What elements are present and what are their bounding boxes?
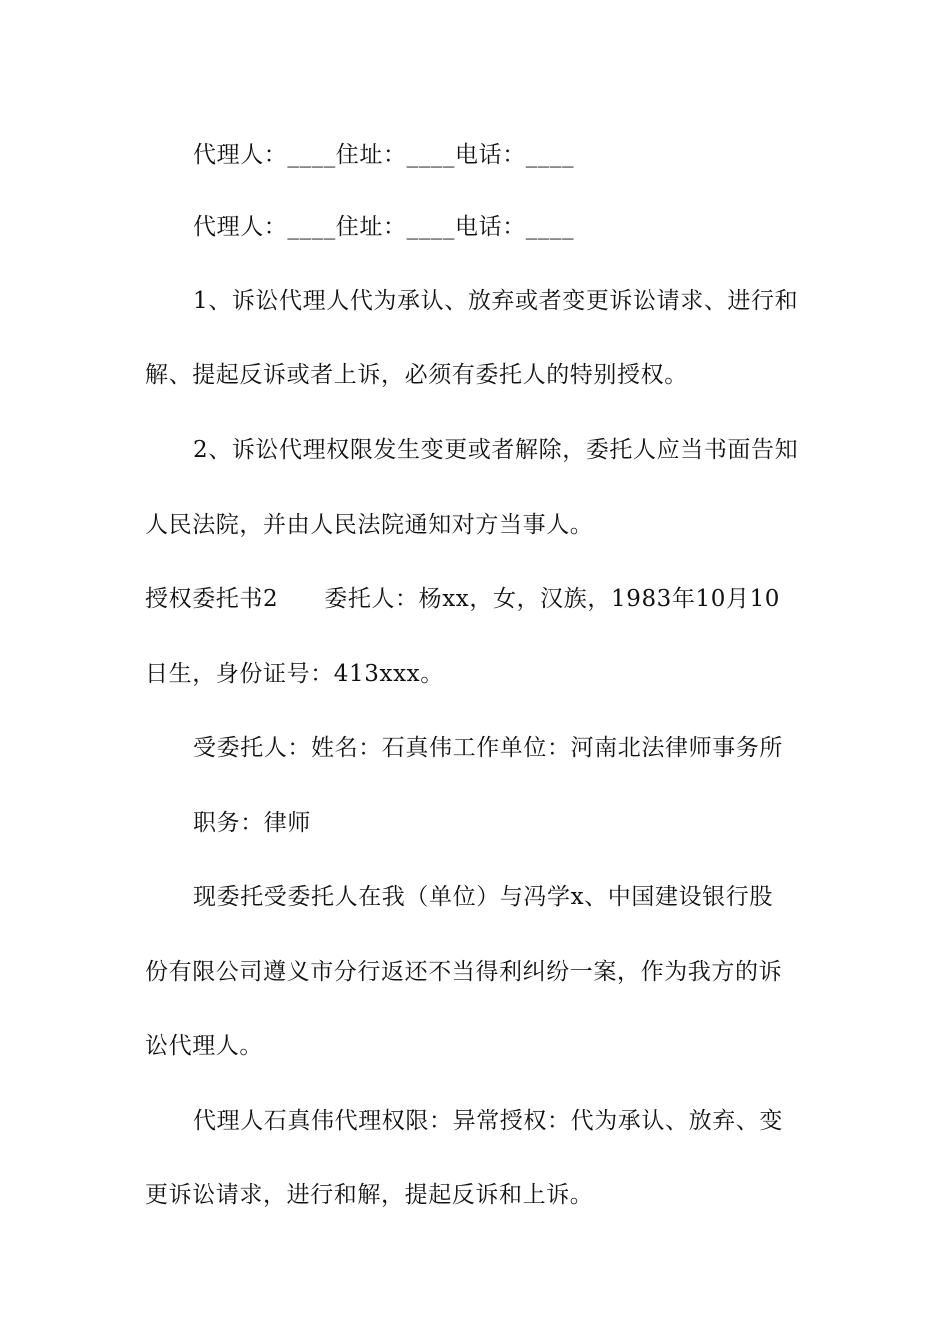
entrust-line-3: 讼代理人。 (145, 1033, 263, 1059)
agent-position-line: 职务：律师 (193, 810, 311, 836)
principal-id-line: 日生，身份证号：413xxx。 (145, 661, 444, 687)
note-2-line-1: 2、诉讼代理权限发生变更或者解除，委托人应当书面告知 (193, 437, 799, 463)
note-1-line-1: 1、诉讼代理人代为承认、放弃或者变更诉讼请求、进行和 (193, 288, 799, 314)
section-title-line (145, 584, 810, 614)
agent-info-line: 受委托人：姓名：石真伟工作单位：河南北法律师事务所 (193, 735, 783, 761)
section-title: 授权委托书2 (145, 586, 279, 612)
entrust-line-2: 份有限公司遵义市分行返还不当得利纠纷一案，作为我方的诉 (145, 959, 783, 985)
principal-info: 委托人：杨xx，女，汉族，1983年10月10 (324, 586, 781, 612)
agent-line-1: 代理人：____住址：____电话：____ (193, 142, 575, 168)
authority-line-2: 更诉讼请求，进行和解，提起反诉和上诉。 (145, 1182, 594, 1208)
note-1-line-2: 解、提起反诉或者上诉，必须有委托人的特别授权。 (145, 362, 688, 388)
agent-line-2: 代理人：____住址：____电话：____ (193, 214, 575, 240)
entrust-line-1: 现委托受委托人在我（单位）与冯学x、中国建设银行股 (193, 884, 773, 910)
note-2-line-2: 人民法院，并由人民法院通知对方当事人。 (145, 512, 594, 538)
authority-line-1: 代理人石真伟代理权限：异常授权：代为承认、放弃、变 (193, 1108, 783, 1134)
